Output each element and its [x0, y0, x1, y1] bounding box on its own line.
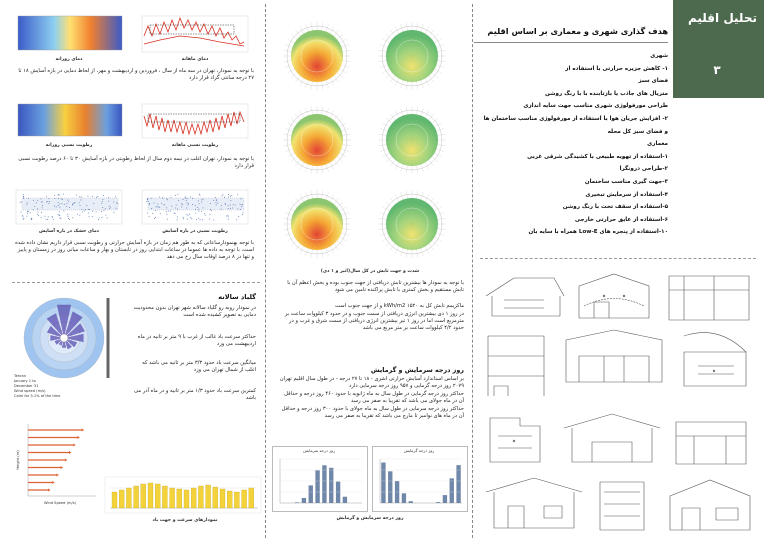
badge-number: ۳ — [713, 63, 721, 77]
goal-item: ۴-استفاده از سرمایش تبخیری — [585, 191, 668, 198]
bar — [309, 485, 313, 503]
goal-item: ۵-استفاده از سقف تخت با رنگ روشن — [562, 204, 668, 211]
wind-bar — [184, 490, 189, 508]
monthly-humidity-chart — [140, 102, 250, 140]
dry-temp-comfort-caption: دمای خشک در بازه آسایش — [38, 229, 100, 234]
wind-profile-xlabel: Wind Speed (m/s) — [44, 501, 76, 505]
bar — [456, 465, 460, 503]
wind-bar — [249, 488, 254, 508]
wind-bar — [213, 487, 218, 508]
goal-item: شهری — [650, 53, 668, 59]
heating-chart-title: روز درجه گرمایش — [403, 448, 435, 453]
temperature-text: با توجه به نمودار، تهران در سه ماه از سال ، فروردین و اردیبهشت و مهر، از لحاظ دمایی در بازه آسایش ۱۸ تا ۲۷ درجه سانتی گراد قرار دارد — [18, 68, 254, 82]
divider-right — [472, 4, 473, 538]
daily-temp-caption: دمای روزانه — [55, 57, 83, 62]
radiation-dome — [283, 22, 351, 90]
goal-item: طراحی مورفولوژی شهری مناسب جهت سایه اندازی — [523, 103, 668, 110]
wind-legend-line: Tehran — [14, 374, 27, 378]
goal-item: ۱-استفاده از تهویه طبیعی با کشیدگی شرقی غربی — [527, 153, 668, 160]
cooling-degree-chart — [272, 455, 366, 510]
goal-item: ۲- افزایش جریان هوا با استفاده از مورفولوژی مناسب ساختمان ها — [483, 115, 668, 122]
wind-bar — [170, 488, 175, 508]
bar — [443, 495, 447, 503]
radiation-text-2: ماکزیمم تابش کل به ۱۵۲۰ kWh/m2 و از جهت جنوب است — [335, 303, 464, 309]
main-title: هدف گذاری شهری و معماری بر اساس اقلیم — [487, 26, 668, 36]
wind-text-2: حداکثر سرعت باد غالب از غرب با ۹ متر بر ثانیه در ماه اردیبهشت می وزد — [137, 334, 256, 348]
wind-bar — [234, 492, 239, 508]
wind-bar — [198, 486, 203, 508]
wind-legend-line: January 1 to — [14, 379, 36, 383]
wind-legend-line: Wind speed (m/s) — [14, 389, 46, 393]
comfort-text: با توجه بهنمودارساعاتی که به طور هم زمان در بازه آسایش حرارتی و رطوبت نسبی قرار داریم نشان داده شده است، با توجه به داده ها عموما در ساعات ابتدایی روز در تابستان و بهار و ساعات میانی روز در زمستان و پاییز و تنها در ۸ درصد اوقات سال رخ می دهد — [15, 240, 254, 261]
dry-temp-comfort-chart — [14, 188, 124, 226]
bar — [343, 497, 347, 503]
radiation-dome — [283, 106, 351, 174]
wind-bar — [206, 485, 211, 508]
degree-days-text-1: بر اساس استاندارد آسایش حرارتی اشری - ۱۸ تا ۲۷ درجه - در طول سال اقلیم تهران ۲۰۷۹ روز درجه گرمایی و ۹۵۷ روز درجه سرمایی دارد — [279, 376, 464, 390]
bar — [450, 478, 454, 503]
radiation-text-1: با توجه به نمودار ها بیشترین تابش دریافتی از جهت جنوب بوده و بخش اعظم آن با تابش مستقیم و بخش کمتری با تابش پراکنده تامین می شود — [287, 280, 464, 294]
goal-item: ۶-استفاده از عایق حرارتی خارجی — [574, 216, 668, 223]
goal-item: معماری — [647, 141, 668, 148]
cooling-chart-title: روز درجه سرمایش — [303, 448, 335, 453]
humidity-text: با توجه به نمودار، تهران اغلب در نیمه دوم سال از لحاظ رطوبتی در بازه آسایش ۳۰ تا ۶۰ درصد رطوبت نسبی قرار دارد — [18, 156, 254, 170]
wind-legend-line: Calm for 3.1% of the time — [14, 394, 61, 398]
bar — [322, 465, 326, 503]
radiation-dome — [283, 190, 351, 258]
goals-list — [478, 50, 668, 239]
daily-humidity-caption: رطوبت نسبی روزانه — [45, 143, 93, 148]
architecture-sketches — [484, 256, 754, 538]
wind-bar — [119, 490, 124, 508]
wind-title: گلباد سالانه — [218, 293, 256, 301]
right-sketch-rule — [480, 258, 756, 259]
left-rule — [12, 282, 260, 283]
radiation-diagrams — [272, 18, 467, 278]
radiation-dome — [378, 22, 446, 90]
bar — [402, 493, 406, 503]
badge-title: تحلیل اقلیم — [687, 11, 757, 25]
wind-bar — [126, 488, 131, 508]
bar — [436, 502, 440, 503]
wind-bar — [227, 491, 232, 508]
wind-bar — [191, 488, 196, 508]
wind-bar — [242, 490, 247, 508]
heating-degree-chart — [372, 455, 466, 510]
radiation-text-3: در روز ۱ دی بیشترین انرژی دریافتی از سمت جنوب و در حدود ۳ کیلووات ساعت بر مترمربع است اما در روز ۱ تیر بیشترین انرژی دریافتی از سمت شرق و غرب و در حدود ۴/۲ کیلووات ساعت بر متر مربع می باشد — [284, 311, 464, 332]
wind-bar — [177, 489, 182, 508]
goal-item: فضای سبز — [638, 78, 668, 85]
daily-humidity-heatmap — [14, 102, 124, 140]
humidity-comfort-chart — [140, 188, 250, 226]
bar — [336, 482, 340, 503]
wind-bar — [162, 486, 167, 508]
daily-temp-heatmap — [14, 14, 124, 54]
bar — [381, 463, 385, 503]
degree-days-title: روز درجه سرمایش و گرمایش — [370, 366, 464, 374]
monthly-temp-chart — [140, 14, 250, 54]
wind-legend — [14, 374, 104, 399]
wind-text-3: میانگین سرعت باد حدود ۳/۳ متر بر ثانیه می باشد که اغلب از شمال تهران می وزد — [142, 360, 256, 374]
monthly-temp-caption: دمای ماهانه — [181, 57, 209, 62]
wind-bar — [155, 484, 160, 508]
bar — [315, 470, 319, 503]
bar — [388, 471, 392, 503]
title-underline — [474, 42, 668, 43]
radiation-dome — [378, 106, 446, 174]
goal-item: ۲-طراحی درونگرا — [619, 166, 668, 173]
wind-bottom-caption: نمودارهای سرعت و جهت باد — [152, 518, 218, 523]
divider-left — [265, 4, 266, 538]
wind-speed-bars — [104, 476, 262, 514]
wind-text-4: کمترین سرعت باد حدود ۱/۳ متر بر ثانیه و در ماه آذر می باشد — [134, 388, 256, 402]
wind-legend-line: December 31 — [14, 384, 39, 388]
degree-days-caption: روز درجه سرمایش و گرمایش — [336, 516, 404, 521]
radiation-dome — [378, 190, 446, 258]
bar — [302, 498, 306, 503]
goal-item: ۱- کاهش جزیره حرارتی با استفاده از — [565, 65, 668, 72]
wind-bar — [141, 484, 146, 508]
goal-item: ۱۰-استفاده از پنجره های Low-E همراه با سایه بان — [528, 229, 668, 236]
radiation-caption: شدت و جهت تابش در کل سال(اثیر و ۱ دی) — [320, 269, 420, 274]
goal-item: متریال های جاذب یا بازتابنده با با رنگ روشن — [544, 90, 668, 97]
bar — [295, 502, 299, 503]
wind-bar — [112, 492, 117, 508]
wind-bar — [148, 483, 153, 508]
goal-item: و فضای سبز کل محله — [607, 128, 668, 135]
humidity-comfort-caption: رطوبت نسبی در بازه آسایش — [162, 229, 228, 234]
bar — [329, 468, 333, 503]
bar — [409, 501, 413, 503]
wind-bar — [220, 489, 225, 508]
degree-days-text-3: حداکثر روز درجه سرمایی در طول سال به ماه جولای با حدود ۳۰۰ روز درجه و حداقل آن در ماه های نوامبر تا مارچ می باشد که تقریبا به صفر می رسد — [281, 406, 464, 420]
wind-bar — [134, 486, 139, 508]
monthly-humidity-caption: رطوبت نسبی ماهانه — [171, 143, 219, 148]
wind-profile-ylabel: Height (m) — [16, 450, 20, 470]
wind-profile-chart — [14, 420, 100, 512]
goal-item: ۳-جهت گیری مناسب ساختمان — [584, 178, 668, 185]
degree-days-text-2: حداکثر روز درجه گرمایی در طول سال به ماه ژانویه با حدود ۴۶۰ روز درجه و حداقل آن در ماه جولای می باشد که تقریبا به صفر می رسد — [284, 391, 464, 405]
wind-text-1: در نمودار روبه رو گلباد سالانه شهر تهران بدون محدودیت دمایی به تصویر کشیده شده است — [133, 305, 256, 319]
